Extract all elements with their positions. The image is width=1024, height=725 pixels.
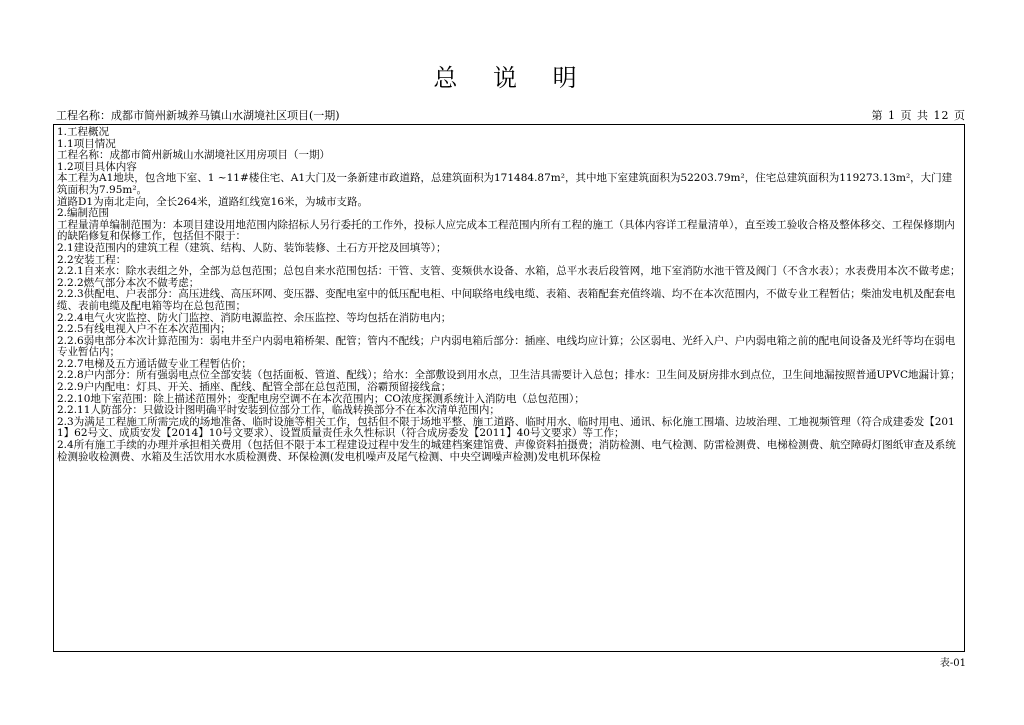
- description-line: 2.2.3供配电、户表部分：高压进线、高压环网、变压器、变配电室中的低压配电柜、中间联络电线电缆、表箱、表箱配套充值终端、均不在本次范围内，不做专业工程暂估；柴油发电机及配套电缆、表前电缆及配电箱等均在总包范围；: [57, 288, 956, 312]
- page-title: 总 说 明: [433, 64, 591, 92]
- description-line: 2.2.2燃气部分本次不做考虑；: [57, 276, 200, 289]
- description-line: 工程量清单编制范围为：本项目建设用地范围内除招标人另行委托的工作外，投标人应完成本工程范围内所有工程的施工（具体内容详工程量清单），直至竣工验收合格及整体移交、工程保修期内的缺陷修复和保修工作，包括但不限于：: [57, 218, 955, 243]
- description-box: [53, 124, 965, 652]
- page-number: 第 1 页 共 12 页: [871, 109, 966, 122]
- description-line: 2.2.9户内配电：灯具、开关、插座、配线、配管全部在总包范围，浴霸预留接线盒；: [57, 381, 452, 394]
- description-line: 本工程为A1地块，包含地下室、1 ~11#楼住宅、A1大门及一条新建市政道路，总建筑面积为171484.87m²，其中地下室建筑面积为52203.79m²，住宅总建筑面积为119273.13m²，大门建筑面积为7.95m²。: [57, 172, 953, 196]
- description-line: 2.编制范围: [57, 207, 110, 220]
- document-header: [56, 107, 966, 125]
- description-line: 2.2.8户内部分：所有强弱电点位全部安装（包括面板、管道、配线）；给水：全部敷设到用水点，卫生洁具需要计入总包；排水：卫生间及厨房排水到点位，卫生间地漏按照普通UPVC地漏计算；: [57, 369, 961, 382]
- description-line: 1.工程概况: [57, 126, 110, 138]
- description-line: 2.2.11人防部分：只做设计图明确平时安装到位部分工作，临战转换部分不在本次清单范围内；: [57, 404, 500, 417]
- description-line: 2.4所有施工手续的办理并承担相关费用（包括但不限于本工程建设过程中发生的城建档案建馆费、声像资料拍摄费；消防检测、电气检测、防雷检测费、电梯检测费、航空障碍灯图纸审查及系统检测验收检测费、水箱及生活饮用水水质检测费、环保检测(发电机噪声及尾气检测、中央空调噪声检测)发电机环保检: [57, 439, 956, 463]
- description-line: 2.1建设范围内的建筑工程（建筑、结构、人防、装饰装修、土石方开挖及回填等）；: [57, 241, 447, 254]
- description-line: 2.3为满足工程施工所需完成的场地准备、临时设施等相关工作，包括但不限于场地平整、施工道路、临时用水、临时用电、通讯、标化施工围墙、边坡治理、工地视频管理（符合成建委发【2011】62号文、成质安发【2014】10号文要求）、设置质量责任永久性标识（符合成房委发【2011】40号文要求）等工作；: [57, 415, 955, 440]
- description-line: 2.2.6弱电部分本次计算范围为：弱电井至户内弱电箱桥架、配管；管内不配线；户内弱电箱后部分：插座、电线均应计算；公区弱电、光纤入户、户内弱电箱之前的配电间设备及光纤等均在弱电专业暂估内；: [57, 334, 956, 359]
- description-line: 2.2.7电梯及五方通话做专业工程暂估价；: [57, 357, 252, 370]
- project-name: 工程名称：成都市简州新城养马镇山水湖境社区项目(一期): [56, 109, 340, 122]
- description-line: 道路D1为南北走向，全长264米，道路红线宽16米，为城市支路。: [57, 195, 368, 208]
- description-line: 2.2.4电气火灾监控、防火门监控、消防电源监控、余压监控、等均包括在消防电内；: [57, 311, 452, 324]
- description-line: 工程名称：成都市简州新城山水湖境社区用房项目（一期）: [57, 149, 330, 162]
- description-line: 1.2项目具体内容: [57, 160, 137, 173]
- description-line: 2.2.10地下室范围：除上描述范围外；变配电房空调不在本次范围内；CO浓度探测系统计入消防电（总包范围）；: [57, 392, 585, 405]
- form-code: 表-01: [939, 658, 966, 669]
- description-line: 2.2.5有线电视入户不在本次范围内；: [57, 323, 231, 336]
- description-line: 2.2.1自来水：除水表组之外，全部为总包范围；总包自来水范围包括：干管、支管、变频供水设备、水箱，总平水表后段管网，地下室消防水池干管及阀门（不含水表）；水表费用本次不做考虑；: [57, 265, 961, 278]
- description-line: 2.2安装工程：: [57, 253, 127, 266]
- description-line: 1.1项目情况: [57, 137, 116, 150]
